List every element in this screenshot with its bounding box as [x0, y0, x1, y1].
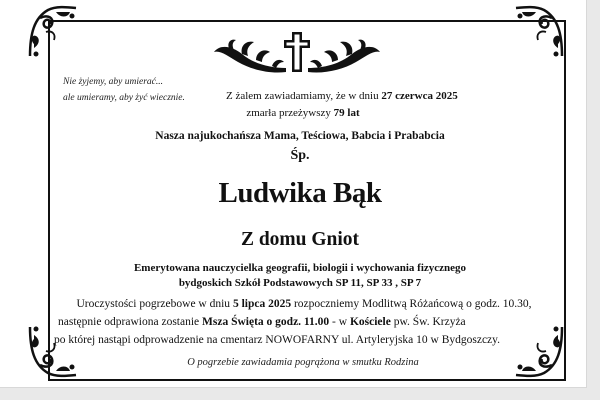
cross-icon — [284, 32, 310, 72]
relation-line: Nasza najukochańsza Mama, Teściowa, Babcia i Prababcia — [155, 130, 445, 142]
ceremony-line-2 — [58, 316, 466, 328]
intro-line — [226, 90, 458, 102]
maiden-name: Z domu Gniot — [240, 229, 360, 250]
closing-line: O pogrzebie zawiadamia pogrążona w smutku Rodzina — [187, 357, 419, 368]
ceremony-line-1 — [0, 298, 600, 310]
ceremony-text: następnie odprawiona zostanie — [58, 316, 203, 328]
funeral-date: 5 lipca 2025 — [232, 298, 292, 310]
floral-ornament-icon — [212, 30, 382, 80]
corner-flourish-icon — [26, 4, 82, 60]
profession-line-1: Emerytowana nauczycielka geografii, biologii i wychowania fizycznego — [133, 262, 467, 274]
church-label: Kościele — [349, 316, 391, 328]
church-name: pw. Św. Krzyża — [390, 316, 466, 328]
age-line — [0, 107, 600, 119]
age-value: 79 lat — [333, 107, 360, 119]
motto-line-1: Nie żyjemy, aby umierać... — [63, 77, 163, 87]
motto-line-2: ale umieramy, aby żyć wiecznie. — [63, 93, 185, 103]
ceremony-line-3: po której nastąpi odprowadzenie na cmentarz NOWOFARNY ul. Artyleryjska 10 w Bydgoszczy. — [54, 334, 501, 346]
death-date: 27 czerwca 2025 — [381, 90, 458, 102]
mass-time: Msza Święta o godz. 11.00 — [202, 316, 330, 328]
intro-text: Z żalem zawiadamiamy, że w dniu — [226, 90, 382, 102]
corner-flourish-icon — [510, 323, 566, 379]
profession-line-2: bydgoskich Szkół Podstawowych SP 11, SP 33 , SP 7 — [178, 277, 422, 289]
corner-flourish-icon — [26, 323, 82, 379]
ceremony-text: - w — [329, 316, 350, 328]
deceased-name: Ludwika Bąk — [218, 177, 382, 209]
ceremony-text: rozpoczniemy Modlitwą Różańcową o godz. 10.30, — [291, 298, 532, 310]
ceremony-text: Uroczystości pogrzebowe w dniu — [76, 298, 233, 310]
honorific: Śp. — [290, 148, 310, 163]
corner-flourish-icon — [510, 4, 566, 60]
age-text: zmarła przeżywszy — [246, 107, 334, 119]
